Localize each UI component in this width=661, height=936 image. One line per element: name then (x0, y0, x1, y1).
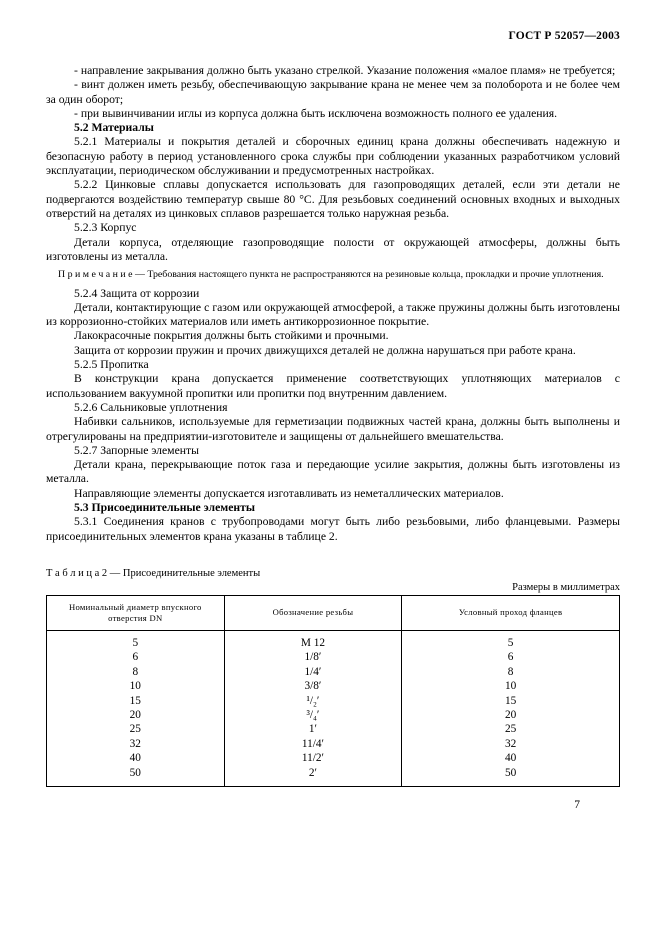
cell-thread: 3/8′ (224, 679, 402, 693)
cell-thread: 11/2′ (224, 751, 402, 765)
subheading-5-2-7: 5.2.7 Запорные элементы (74, 443, 199, 457)
section-heading-5-3: 5.3 Присоединительные элементы (74, 501, 256, 515)
paragraph-guide-elements: Направляющие элементы допускается изготавливать из неметаллических материалов. (74, 486, 504, 500)
paragraph-5-3-1: 5.3.1 Соединения кранов с трубопроводами могут быть либо резьбовыми, либо фланцевыми. Размеры присоединительных элементов крана указаны в таблице 2. (46, 515, 620, 543)
cell-dn: 8 (47, 665, 225, 679)
table-row (47, 630, 620, 650)
col-header-nominal-diameter: Номинальный диаметр впускного отверстия DN (47, 595, 225, 630)
document-body (46, 64, 620, 544)
cell-thread: 1/8′ (224, 650, 402, 664)
cell-flange: 8 (402, 665, 620, 679)
paragraph-corrosion-protection: Защита от коррозии пружин и прочих движущихся деталей не должна нарушаться при работе крана. (74, 343, 576, 357)
table-row (47, 737, 620, 751)
subheading-5-2-6: 5.2.6 Сальниковые уплотнения (74, 400, 228, 414)
cell-thread: М 12 (224, 630, 402, 650)
table-row (47, 665, 620, 679)
col-header-thread-designation: Обозначение резьбы (224, 595, 402, 630)
standard-number: ГОСТ Р 52057—2003 (508, 30, 620, 42)
cell-dn: 15 (47, 694, 225, 708)
subheading-5-2-3: 5.2.3 Корпус (74, 221, 137, 235)
cell-flange: 32 (402, 737, 620, 751)
list-item-closing-direction: - направление закрывания должно быть указано стрелкой. Указание положения «малое пламя» не требуется; (74, 64, 616, 77)
cell-thread: ³/₄′ (224, 708, 402, 722)
table-row (47, 650, 620, 664)
cell-dn: 20 (47, 708, 225, 722)
cell-thread: ¹/₂′ (224, 694, 402, 708)
paragraph-corrosion-parts: Детали, контактирующие с газом или окружающей атмосферой, а также пружины должны быть изготовлены из коррозионно-стойких материалов или иметь антикоррозионное покрытие. (46, 300, 620, 329)
cell-dn: 6 (47, 650, 225, 664)
cell-dn: 50 (47, 766, 225, 787)
subheading-5-2-4: 5.2.4 Защита от коррозии (74, 286, 200, 300)
list-item-screw-thread: - винт должен иметь резьбу, обеспечивающую закрывание крана не менее чем за полоборота и не более чем за один оборот; (46, 78, 620, 106)
cell-dn: 10 (47, 679, 225, 693)
cell-thread: 1′ (224, 722, 402, 736)
table-header-row (47, 595, 620, 630)
paragraph-5-2-2: 5.2.2 Цинковые сплавы допускается использовать для газопроводящих деталей, если эти детали не подвергаются воздействию температур свыше 80 °С. Для резьбовых соединений основных входных и выходных отверстий на деталях из цинковых сплавов разрешается только наружная резьба. (46, 178, 620, 220)
section-heading-5-2: 5.2 Материалы (74, 121, 154, 135)
paragraph-body-metal: Детали корпуса, отделяющие газопроводящие полости от окружающей атмосферы, должны быть изготовлены из металла. (46, 235, 620, 263)
cell-thread: 11/4′ (224, 737, 402, 751)
cell-flange: 25 (402, 722, 620, 736)
paragraph-stuffing-seals: Набивки сальников, используемые для герметизации подвижных частей крана, должны быть выполнены и отрегулированы на предприятии-изготовителе и защищены от дальнейшего вмешательства. (46, 415, 620, 443)
table-row (47, 766, 620, 787)
table-units-note: Размеры в миллиметрах (512, 581, 620, 593)
cell-dn: 40 (47, 751, 225, 765)
table-section (46, 568, 620, 787)
cell-flange: 50 (402, 766, 620, 787)
list-item-needle-removal: - при вывинчивании иглы из корпуса должна быть исключена возможность полного ее удаления. (74, 106, 558, 120)
table-row (47, 751, 620, 765)
cell-flange: 10 (402, 679, 620, 693)
document-header (46, 30, 620, 42)
col-header-flange-passage: Условный проход фланцев (402, 595, 620, 630)
cell-flange: 15 (402, 694, 620, 708)
connection-elements-table (46, 595, 620, 787)
cell-dn: 25 (47, 722, 225, 736)
page-number: 7 (574, 798, 580, 811)
cell-dn: 5 (47, 630, 225, 650)
paragraph-impregnation: В конструкции крана допускается применение соответствующих уплотняющих материалов с использованием вакуумной пропитки или пропитки под внутренним давлением. (46, 372, 620, 400)
cell-flange: 40 (402, 751, 620, 765)
cell-thread: 1/4′ (224, 665, 402, 679)
note-paragraph: П р и м е ч а н и е — Требования настоящего пункта не распространяются на резиновые кольца, прокладки и прочие уплотнения. (58, 269, 604, 281)
table-row (47, 708, 620, 722)
cell-dn: 32 (47, 737, 225, 751)
paragraph-shutoff-metal: Детали крана, перекрывающие поток газа и передающие усилие закрытия, должны быть изготовлены из металла. (46, 458, 620, 486)
table-row (47, 694, 620, 708)
table-row (47, 679, 620, 693)
paragraph-5-2-1: 5.2.1 Материалы и покрытия деталей и сборочных единиц крана должны обеспечивать надежную и безопасную работу в период установленного срока службы при соблюдении указанных разработчиком условий эксплуатации, периодическом обслуживании и предусмотренных настройках. (46, 135, 620, 178)
paragraph-paint-coatings: Лакокрасочные покрытия должны быть стойкими и прочными. (74, 329, 389, 343)
cell-flange: 5 (402, 630, 620, 650)
subheading-5-2-5: 5.2.5 Пропитка (74, 358, 149, 372)
cell-thread: 2′ (224, 766, 402, 787)
cell-flange: 6 (402, 650, 620, 664)
table-row (47, 722, 620, 736)
cell-flange: 20 (402, 708, 620, 722)
table-caption: Т а б л и ц а 2 — Присоединительные элементы (46, 567, 261, 579)
